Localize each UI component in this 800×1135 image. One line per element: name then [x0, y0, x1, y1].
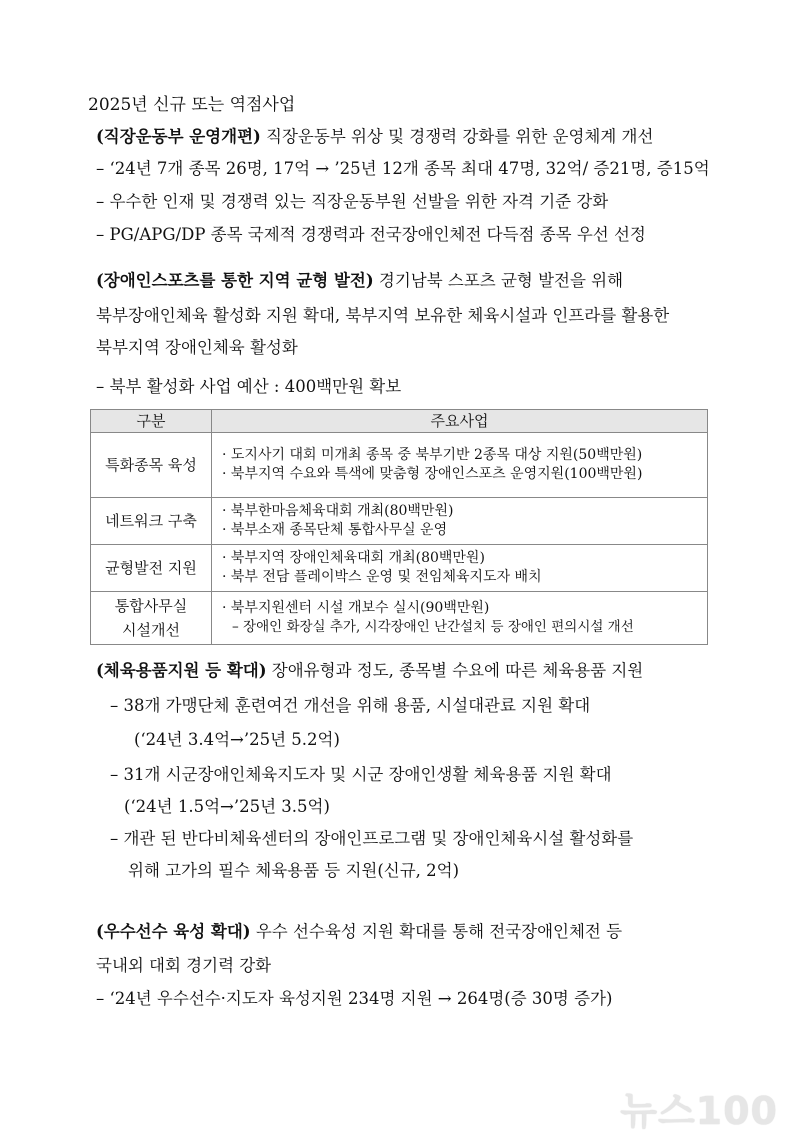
table-row-category-line: 시설개선	[122, 621, 180, 639]
section-3-bullet: – 개관 된 반다비체육센터의 장애인프로그램 및 장애인체육시설 활성화를	[110, 829, 634, 848]
table-row-items	[212, 498, 708, 545]
table-row	[91, 433, 708, 498]
table-row-item: · 북부지원센터 시설 개보수 실시(90백만원)	[222, 600, 490, 616]
section-1-heading-line	[96, 126, 653, 148]
section-3-bullet: – 38개 가맹단체 훈련여건 개선을 위해 용품, 시설대관료 지원 확대	[110, 696, 591, 715]
news100-watermark-logo: 뉴스100	[620, 1089, 778, 1133]
section-4-heading: (우수선수 육성 확대)	[96, 922, 251, 941]
table-row-category: 균형발전 지원	[91, 545, 212, 592]
section-3-note: 위해 고가의 필수 체육용품 등 지원(신규, 2억)	[128, 861, 460, 880]
section-3-bullet: – 31개 시군장애인체육지도자 및 시군 장애인생활 체육용품 지원 확대	[110, 765, 612, 784]
section-3-text: 장애유형과 정도, 종목별 수요에 따른 체육용품 지원	[266, 661, 644, 680]
section-3-note: (‘24년 1.5억→’25년 3.5억)	[124, 797, 330, 816]
table-header-category: 구분	[91, 410, 212, 433]
table-row-item: · 도지사기 대회 미개최 종목 중 북부기반 2종목 대상 지원(50백만원)	[222, 447, 643, 463]
section-2-heading: (장애인스포츠를 통한 지역 균형 발전)	[96, 271, 374, 290]
table-row	[91, 498, 708, 545]
table-row-items	[212, 433, 708, 498]
section-1-bullet: – 우수한 인재 및 경쟁력 있는 직장운동부원 선발을 위한 자격 기준 강화	[96, 192, 609, 211]
section-4-heading-line	[96, 921, 622, 943]
table-row	[91, 545, 708, 592]
table-header-main-projects: 주요사업	[212, 410, 708, 433]
section-2-line: 북부장애인체육 활성화 지원 확대, 북부지역 보유한 체육시설과 인프라를 활용한	[96, 306, 670, 325]
table-row-category: 특화종목 육성	[91, 433, 212, 498]
page-title: 2025년 신규 또는 역점사업	[88, 95, 296, 115]
section-4-text: 우수 선수육성 지원 확대를 통해 전국장애인체전 등	[250, 922, 623, 941]
section-1-bullet: – ‘24년 7개 종목 26명, 17억 → ’25년 12개 종목 최대 47명, 32억/ 증21명, 증15억	[96, 159, 710, 178]
table-row-item: · 북부지역 수요와 특색에 맞춤형 장애인스포츠 운영지원(100백만원)	[222, 466, 643, 482]
program-table	[90, 409, 708, 645]
table-row-item: · 북부소재 종목단체 통합사무실 운영	[222, 522, 448, 538]
section-1-bullet: – PG/APG/DP 종목 국제적 경쟁력과 전국장애인체전 다득점 종목 우선 선정	[96, 225, 646, 244]
section-1-text: 직장운동부 위상 및 경쟁력 강화를 위한 운영체계 개선	[260, 127, 654, 146]
table-row-subitem: – 장애인 화장실 추가, 시각장애인 난간설치 등 장애인 편의시설 개선	[232, 619, 634, 635]
table-row-category	[91, 592, 212, 645]
table-row-category-line: 통합사무실	[114, 597, 188, 615]
table-row-items	[212, 545, 708, 592]
section-1-heading: (직장운동부 운영개편)	[96, 127, 261, 146]
section-2-budget: – 북부 활성화 사업 예산 : 400백만원 확보	[96, 377, 402, 396]
table-row-items	[212, 592, 708, 645]
section-4-line: 국내외 대회 경기력 강화	[96, 956, 272, 975]
section-2-text: 경기남북 스포츠 균형 발전을 위해	[373, 271, 624, 290]
table-row-item: · 북부한마음체육대회 개최(80백만원)	[222, 503, 454, 519]
table-row-item: · 북부 전담 플레이박스 운영 및 전임체육지도자 배치	[222, 569, 542, 585]
section-4-bullet: – ‘24년 우수선수·지도자 육성지원 234명 지원 → 264명(증 30명 증가)	[96, 989, 613, 1008]
section-2-line: 북부지역 장애인체육 활성화	[96, 338, 298, 357]
table-row-category: 네트워크 구축	[91, 498, 212, 545]
section-2-heading-line	[96, 270, 623, 292]
section-3-heading: (체육용품지원 등 확대)	[96, 661, 267, 680]
section-3-heading-line	[96, 660, 643, 682]
section-3-note: (‘24년 3.4억→’25년 5.2억)	[134, 730, 340, 749]
table-row-item: · 북부지역 장애인체육대회 개최(80백만원)	[222, 550, 485, 566]
table-row	[91, 592, 708, 645]
